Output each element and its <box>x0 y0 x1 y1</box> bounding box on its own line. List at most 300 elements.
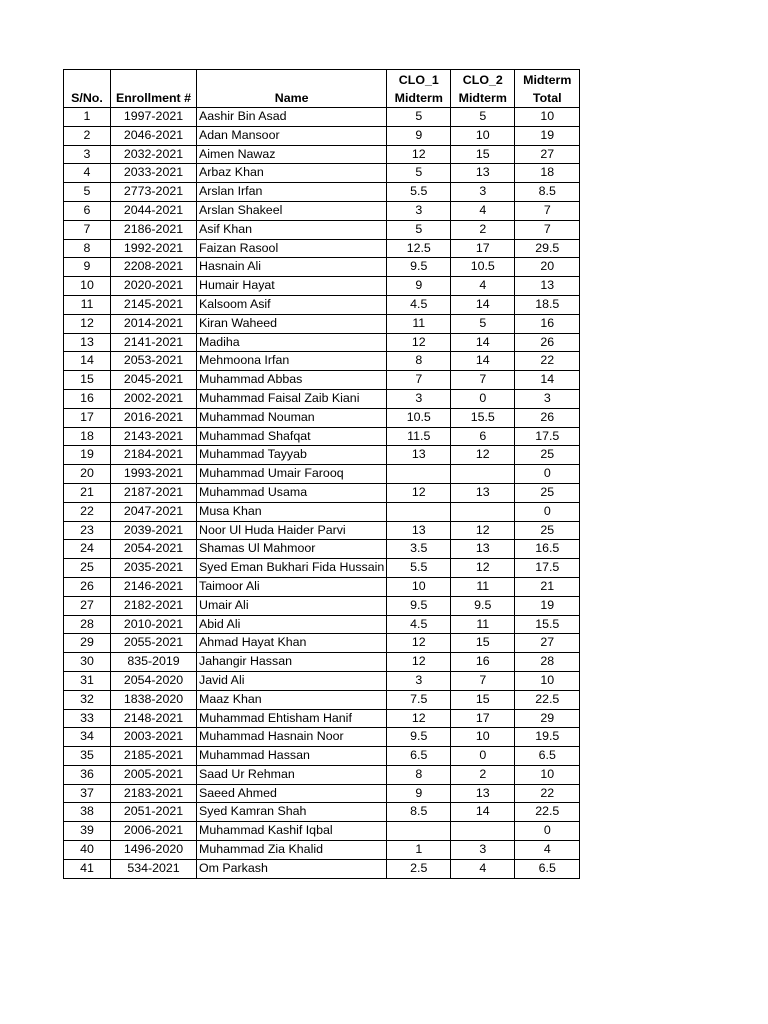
clo2-midterm-cell <box>451 502 515 521</box>
clo1-midterm-cell: 13 <box>387 446 451 465</box>
name-cell: Musa Khan <box>197 502 387 521</box>
name-cell: Arbaz Khan <box>197 164 387 183</box>
clo1-midterm-cell: 4.5 <box>387 295 451 314</box>
clo2-midterm-cell: 3 <box>451 183 515 202</box>
midterm-total-cell: 22 <box>515 784 580 803</box>
sno-cell: 40 <box>64 841 111 860</box>
enrollment-cell: 2045-2021 <box>111 371 197 390</box>
name-cell: Muhammad Hassan <box>197 747 387 766</box>
sno-cell: 14 <box>64 352 111 371</box>
sno-cell: 5 <box>64 183 111 202</box>
enrollment-cell: 2055-2021 <box>111 634 197 653</box>
table-row <box>64 108 580 127</box>
clo2-midterm-cell: 10 <box>451 728 515 747</box>
sno-cell: 39 <box>64 822 111 841</box>
clo1-midterm-cell <box>387 465 451 484</box>
enrollment-cell: 1992-2021 <box>111 239 197 258</box>
name-cell: Saad Ur Rehman <box>197 765 387 784</box>
midterm-total-cell: 7 <box>515 201 580 220</box>
midterm-total-cell: 22.5 <box>515 803 580 822</box>
enrollment-cell: 2039-2021 <box>111 521 197 540</box>
clo2-midterm-cell: 7 <box>451 671 515 690</box>
sno-cell: 9 <box>64 258 111 277</box>
clo2-midterm-cell: 13 <box>451 483 515 502</box>
midterm-total-cell: 7 <box>515 220 580 239</box>
table-row <box>64 859 580 878</box>
clo1-midterm-cell: 11.5 <box>387 427 451 446</box>
clo2-midterm-cell: 15 <box>451 690 515 709</box>
name-cell: Noor Ul Huda Haider Parvi <box>197 521 387 540</box>
midterm-total-cell: 25 <box>515 521 580 540</box>
midterm-total-cell: 29.5 <box>515 239 580 258</box>
name-cell: Adan Mansoor <box>197 126 387 145</box>
clo1-midterm-cell: 3.5 <box>387 540 451 559</box>
enrollment-cell: 1997-2021 <box>111 108 197 127</box>
midterm-total-cell: 18 <box>515 164 580 183</box>
name-cell: Madiha <box>197 333 387 352</box>
enrollment-cell: 1838-2020 <box>111 690 197 709</box>
name-cell: Asif Khan <box>197 220 387 239</box>
name-cell: Om Parkash <box>197 859 387 878</box>
clo2-midterm-cell: 0 <box>451 747 515 766</box>
name-cell: Muhammad Hasnain Noor <box>197 728 387 747</box>
clo2-midterm-cell: 17 <box>451 239 515 258</box>
enrollment-cell: 2005-2021 <box>111 765 197 784</box>
name-cell: Humair Hayat <box>197 277 387 296</box>
clo1-midterm-cell: 12 <box>387 634 451 653</box>
header-clo2-line1: CLO_2 <box>462 73 503 87</box>
enrollment-cell: 2183-2021 <box>111 784 197 803</box>
table-row <box>64 559 580 578</box>
name-cell: Muhammad Tayyab <box>197 446 387 465</box>
midterm-total-cell: 28 <box>515 653 580 672</box>
sno-cell: 32 <box>64 690 111 709</box>
sno-cell: 17 <box>64 408 111 427</box>
clo2-midterm-cell: 9.5 <box>451 596 515 615</box>
enrollment-cell: 2054-2020 <box>111 671 197 690</box>
enrollment-cell: 2020-2021 <box>111 277 197 296</box>
clo1-midterm-cell: 12 <box>387 653 451 672</box>
sno-cell: 26 <box>64 577 111 596</box>
name-cell: Kiran Waheed <box>197 314 387 333</box>
sno-cell: 31 <box>64 671 111 690</box>
clo2-midterm-cell: 3 <box>451 841 515 860</box>
midterm-total-cell: 22.5 <box>515 690 580 709</box>
name-cell: Arslan Shakeel <box>197 201 387 220</box>
sno-cell: 36 <box>64 765 111 784</box>
table-row <box>64 784 580 803</box>
clo2-midterm-cell: 15 <box>451 634 515 653</box>
enrollment-cell: 2016-2021 <box>111 408 197 427</box>
midterm-total-cell: 6.5 <box>515 747 580 766</box>
name-cell: Mehmoona Irfan <box>197 352 387 371</box>
header-name <box>197 70 387 108</box>
clo1-midterm-cell: 9 <box>387 277 451 296</box>
clo2-midterm-cell: 0 <box>451 389 515 408</box>
sno-cell: 35 <box>64 747 111 766</box>
header-clo1-midterm <box>387 70 451 108</box>
table-row <box>64 577 580 596</box>
table-row <box>64 220 580 239</box>
clo2-midterm-cell: 15.5 <box>451 408 515 427</box>
name-cell: Taimoor Ali <box>197 577 387 596</box>
header-total-line1: Midterm <box>523 73 572 87</box>
enrollment-cell: 2010-2021 <box>111 615 197 634</box>
enrollment-cell: 2044-2021 <box>111 201 197 220</box>
header-row <box>64 70 580 108</box>
sno-cell: 11 <box>64 295 111 314</box>
enrollment-cell: 2186-2021 <box>111 220 197 239</box>
clo2-midterm-cell: 11 <box>451 615 515 634</box>
clo2-midterm-cell <box>451 822 515 841</box>
clo1-midterm-cell: 9 <box>387 126 451 145</box>
enrollment-cell: 2141-2021 <box>111 333 197 352</box>
table-row <box>64 352 580 371</box>
clo1-midterm-cell: 12 <box>387 483 451 502</box>
table-row <box>64 295 580 314</box>
clo1-midterm-cell: 5 <box>387 108 451 127</box>
sno-cell: 24 <box>64 540 111 559</box>
table-row <box>64 634 580 653</box>
clo2-midterm-cell: 14 <box>451 333 515 352</box>
enrollment-cell: 2006-2021 <box>111 822 197 841</box>
midterm-total-cell: 10 <box>515 671 580 690</box>
sno-cell: 33 <box>64 709 111 728</box>
midterm-total-cell: 6.5 <box>515 859 580 878</box>
clo2-midterm-cell: 2 <box>451 220 515 239</box>
enrollment-cell: 2146-2021 <box>111 577 197 596</box>
enrollment-cell: 2187-2021 <box>111 483 197 502</box>
clo2-midterm-cell: 14 <box>451 352 515 371</box>
clo1-midterm-cell: 10 <box>387 577 451 596</box>
enrollment-cell: 1993-2021 <box>111 465 197 484</box>
header-total-line2: Total <box>532 91 562 105</box>
table-row <box>64 408 580 427</box>
clo1-midterm-cell: 9.5 <box>387 728 451 747</box>
enrollment-cell: 2003-2021 <box>111 728 197 747</box>
enrollment-cell: 2014-2021 <box>111 314 197 333</box>
sno-cell: 7 <box>64 220 111 239</box>
name-cell: Arslan Irfan <box>197 183 387 202</box>
enrollment-cell: 2185-2021 <box>111 747 197 766</box>
clo2-midterm-cell: 7 <box>451 371 515 390</box>
clo1-midterm-cell: 8 <box>387 352 451 371</box>
sno-cell: 15 <box>64 371 111 390</box>
header-enrollment-label: Enrollment # <box>115 91 192 105</box>
midterm-total-cell: 25 <box>515 483 580 502</box>
midterm-total-cell: 17.5 <box>515 559 580 578</box>
table-row <box>64 183 580 202</box>
clo1-midterm-cell: 1 <box>387 841 451 860</box>
clo1-midterm-cell: 9 <box>387 784 451 803</box>
sno-cell: 34 <box>64 728 111 747</box>
table-row <box>64 521 580 540</box>
clo1-midterm-cell <box>387 502 451 521</box>
sno-cell: 41 <box>64 859 111 878</box>
clo1-midterm-cell: 10.5 <box>387 408 451 427</box>
midterm-total-cell: 10 <box>515 765 580 784</box>
clo2-midterm-cell: 5 <box>451 108 515 127</box>
midterm-total-cell: 13 <box>515 277 580 296</box>
sno-cell: 12 <box>64 314 111 333</box>
table-row <box>64 277 580 296</box>
midterm-total-cell: 26 <box>515 408 580 427</box>
header-sno <box>64 70 111 108</box>
clo2-midterm-cell: 5 <box>451 314 515 333</box>
sno-cell: 22 <box>64 502 111 521</box>
midterm-total-cell: 19.5 <box>515 728 580 747</box>
midterm-total-cell: 16 <box>515 314 580 333</box>
clo1-midterm-cell: 6.5 <box>387 747 451 766</box>
table-row <box>64 653 580 672</box>
name-cell: Muhammad Kashif Iqbal <box>197 822 387 841</box>
name-cell: Aashir Bin Asad <box>197 108 387 127</box>
name-cell: Faizan Rasool <box>197 239 387 258</box>
table-row <box>64 822 580 841</box>
header-clo2-midterm <box>451 70 515 108</box>
name-cell: Hasnain Ali <box>197 258 387 277</box>
midterm-total-cell: 19 <box>515 126 580 145</box>
clo1-midterm-cell: 11 <box>387 314 451 333</box>
name-cell: Syed Eman Bukhari Fida Hussain <box>197 559 387 578</box>
sno-cell: 13 <box>64 333 111 352</box>
sno-cell: 10 <box>64 277 111 296</box>
midterm-total-cell: 19 <box>515 596 580 615</box>
sno-cell: 25 <box>64 559 111 578</box>
clo2-midterm-cell: 4 <box>451 859 515 878</box>
midterm-total-cell: 0 <box>515 502 580 521</box>
enrollment-cell: 2046-2021 <box>111 126 197 145</box>
enrollment-cell: 2773-2021 <box>111 183 197 202</box>
clo1-midterm-cell: 5 <box>387 220 451 239</box>
name-cell: Muhammad Zia Khalid <box>197 841 387 860</box>
table-row <box>64 126 580 145</box>
sno-cell: 28 <box>64 615 111 634</box>
clo1-midterm-cell: 8 <box>387 765 451 784</box>
name-cell: Shamas Ul Mahmoor <box>197 540 387 559</box>
header-midterm-total <box>515 70 580 108</box>
enrollment-cell: 2053-2021 <box>111 352 197 371</box>
sno-cell: 8 <box>64 239 111 258</box>
sno-cell: 37 <box>64 784 111 803</box>
sno-cell: 30 <box>64 653 111 672</box>
midterm-total-cell: 27 <box>515 634 580 653</box>
enrollment-cell: 2148-2021 <box>111 709 197 728</box>
midterm-total-cell: 4 <box>515 841 580 860</box>
clo2-midterm-cell: 13 <box>451 164 515 183</box>
clo1-midterm-cell: 3 <box>387 201 451 220</box>
enrollment-cell: 2033-2021 <box>111 164 197 183</box>
table-row <box>64 690 580 709</box>
clo1-midterm-cell: 9.5 <box>387 596 451 615</box>
header-sno-label: S/No. <box>71 91 103 105</box>
enrollment-cell: 2047-2021 <box>111 502 197 521</box>
table-row <box>64 145 580 164</box>
midterm-total-cell: 3 <box>515 389 580 408</box>
table-row <box>64 427 580 446</box>
clo1-midterm-cell: 12 <box>387 709 451 728</box>
sno-cell: 16 <box>64 389 111 408</box>
enrollment-cell: 1496-2020 <box>111 841 197 860</box>
table-row <box>64 201 580 220</box>
sno-cell: 18 <box>64 427 111 446</box>
midterm-total-cell: 25 <box>515 446 580 465</box>
header-clo1-line2: Midterm <box>394 91 443 105</box>
name-cell: Muhammad Usama <box>197 483 387 502</box>
name-cell: Abid Ali <box>197 615 387 634</box>
enrollment-cell: 534-2021 <box>111 859 197 878</box>
clo1-midterm-cell: 3 <box>387 389 451 408</box>
clo2-midterm-cell: 15 <box>451 145 515 164</box>
midterm-total-cell: 21 <box>515 577 580 596</box>
sno-cell: 19 <box>64 446 111 465</box>
name-cell: Maaz Khan <box>197 690 387 709</box>
clo2-midterm-cell: 6 <box>451 427 515 446</box>
clo2-midterm-cell: 12 <box>451 559 515 578</box>
sno-cell: 2 <box>64 126 111 145</box>
name-cell: Javid Ali <box>197 671 387 690</box>
sno-cell: 6 <box>64 201 111 220</box>
clo1-midterm-cell: 5.5 <box>387 559 451 578</box>
name-cell: Muhammad Ehtisham Hanif <box>197 709 387 728</box>
clo2-midterm-cell: 13 <box>451 784 515 803</box>
table-row <box>64 446 580 465</box>
enrollment-cell: 2054-2021 <box>111 540 197 559</box>
enrollment-cell: 2035-2021 <box>111 559 197 578</box>
name-cell: Ahmad Hayat Khan <box>197 634 387 653</box>
table-row <box>64 803 580 822</box>
clo2-midterm-cell: 4 <box>451 277 515 296</box>
midterm-total-cell: 0 <box>515 822 580 841</box>
name-cell: Muhammad Umair Farooq <box>197 465 387 484</box>
table-row <box>64 747 580 766</box>
name-cell: Muhammad Abbas <box>197 371 387 390</box>
clo1-midterm-cell: 12.5 <box>387 239 451 258</box>
clo2-midterm-cell <box>451 465 515 484</box>
sno-cell: 3 <box>64 145 111 164</box>
midterm-total-cell: 22 <box>515 352 580 371</box>
sno-cell: 23 <box>64 521 111 540</box>
sno-cell: 38 <box>64 803 111 822</box>
clo1-midterm-cell: 12 <box>387 333 451 352</box>
midterm-total-cell: 10 <box>515 108 580 127</box>
table-row <box>64 709 580 728</box>
table-row <box>64 671 580 690</box>
table-row <box>64 502 580 521</box>
midterm-total-cell: 0 <box>515 465 580 484</box>
midterm-total-cell: 20 <box>515 258 580 277</box>
name-cell: Umair Ali <box>197 596 387 615</box>
header-clo1-line1: CLO_1 <box>398 73 439 87</box>
clo2-midterm-cell: 11 <box>451 577 515 596</box>
name-cell: Saeed Ahmed <box>197 784 387 803</box>
clo1-midterm-cell: 2.5 <box>387 859 451 878</box>
clo2-midterm-cell: 14 <box>451 295 515 314</box>
table-row <box>64 371 580 390</box>
table-row <box>64 164 580 183</box>
midterm-total-cell: 14 <box>515 371 580 390</box>
clo1-midterm-cell: 12 <box>387 145 451 164</box>
midterm-total-cell: 15.5 <box>515 615 580 634</box>
table-row <box>64 540 580 559</box>
header-name-label: Name <box>274 91 309 105</box>
clo2-midterm-cell: 12 <box>451 521 515 540</box>
sno-cell: 27 <box>64 596 111 615</box>
name-cell: Muhammad Faisal Zaib Kiani <box>197 389 387 408</box>
sno-cell: 4 <box>64 164 111 183</box>
clo2-midterm-cell: 10 <box>451 126 515 145</box>
clo2-midterm-cell: 17 <box>451 709 515 728</box>
enrollment-cell: 2182-2021 <box>111 596 197 615</box>
sno-cell: 1 <box>64 108 111 127</box>
midterm-total-cell: 8.5 <box>515 183 580 202</box>
name-cell: Jahangir Hassan <box>197 653 387 672</box>
midterm-total-cell: 29 <box>515 709 580 728</box>
enrollment-cell: 2184-2021 <box>111 446 197 465</box>
clo1-midterm-cell: 5 <box>387 164 451 183</box>
table-row <box>64 258 580 277</box>
clo1-midterm-cell: 7.5 <box>387 690 451 709</box>
table-row <box>64 765 580 784</box>
clo2-midterm-cell: 2 <box>451 765 515 784</box>
name-cell: Aimen Nawaz <box>197 145 387 164</box>
midterm-total-cell: 18.5 <box>515 295 580 314</box>
enrollment-cell: 2002-2021 <box>111 389 197 408</box>
sno-cell: 21 <box>64 483 111 502</box>
midterm-total-cell: 16.5 <box>515 540 580 559</box>
clo2-midterm-cell: 12 <box>451 446 515 465</box>
name-cell: Kalsoom Asif <box>197 295 387 314</box>
table-row <box>64 239 580 258</box>
table-row <box>64 728 580 747</box>
sno-cell: 29 <box>64 634 111 653</box>
enrollment-cell: 2032-2021 <box>111 145 197 164</box>
clo1-midterm-cell: 7 <box>387 371 451 390</box>
midterm-total-cell: 17.5 <box>515 427 580 446</box>
sno-cell: 20 <box>64 465 111 484</box>
table-row <box>64 389 580 408</box>
header-clo2-line2: Midterm <box>458 91 507 105</box>
enrollment-cell: 2145-2021 <box>111 295 197 314</box>
clo1-midterm-cell: 4.5 <box>387 615 451 634</box>
enrollment-cell: 2143-2021 <box>111 427 197 446</box>
clo1-midterm-cell: 9.5 <box>387 258 451 277</box>
name-cell: Muhammad Nouman <box>197 408 387 427</box>
name-cell: Muhammad Shafqat <box>197 427 387 446</box>
midterm-total-cell: 26 <box>515 333 580 352</box>
clo2-midterm-cell: 10.5 <box>451 258 515 277</box>
midterm-total-cell: 27 <box>515 145 580 164</box>
clo2-midterm-cell: 14 <box>451 803 515 822</box>
table-row <box>64 333 580 352</box>
table-row <box>64 615 580 634</box>
clo1-midterm-cell: 13 <box>387 521 451 540</box>
name-cell: Syed Kamran Shah <box>197 803 387 822</box>
clo2-midterm-cell: 13 <box>451 540 515 559</box>
clo1-midterm-cell: 3 <box>387 671 451 690</box>
table-row <box>64 465 580 484</box>
table-row <box>64 314 580 333</box>
clo2-midterm-cell: 16 <box>451 653 515 672</box>
clo1-midterm-cell: 8.5 <box>387 803 451 822</box>
enrollment-cell: 2051-2021 <box>111 803 197 822</box>
clo1-midterm-cell: 5.5 <box>387 183 451 202</box>
header-enrollment <box>111 70 197 108</box>
enrollment-cell: 2208-2021 <box>111 258 197 277</box>
marks-table <box>63 69 580 879</box>
clo1-midterm-cell <box>387 822 451 841</box>
table-row <box>64 841 580 860</box>
